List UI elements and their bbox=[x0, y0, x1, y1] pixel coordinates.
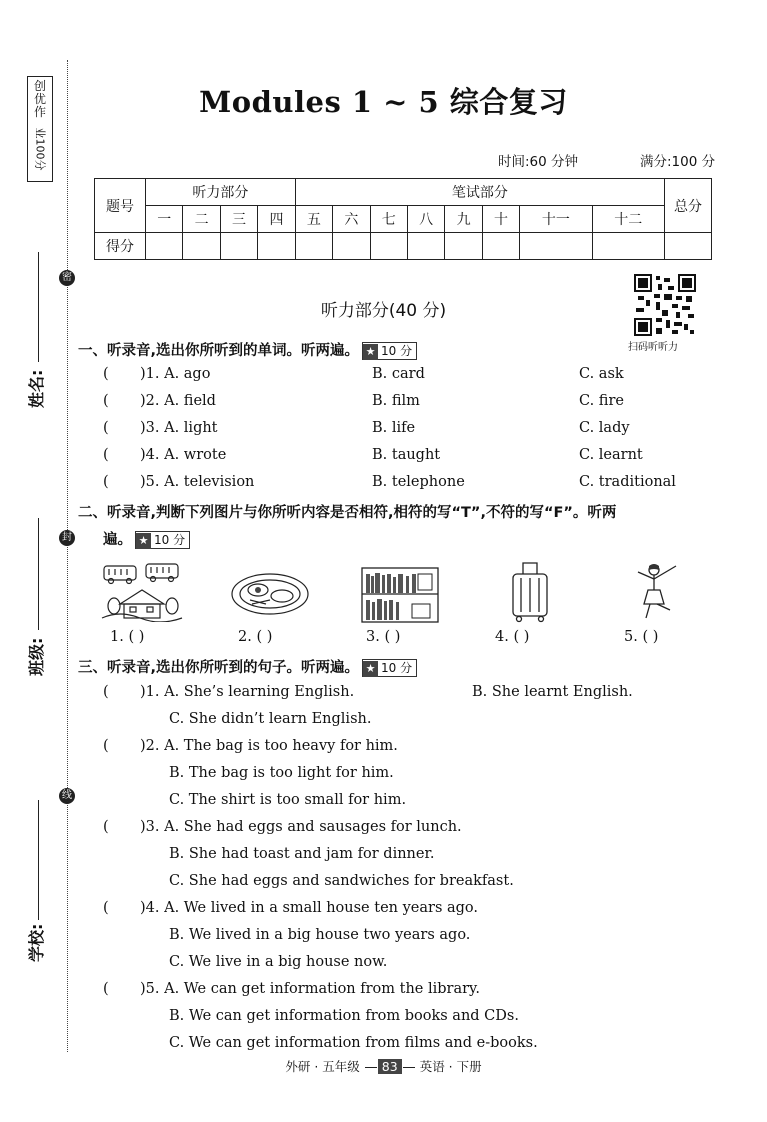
column-header: 三 bbox=[220, 206, 257, 233]
column-header: 二 bbox=[183, 206, 220, 233]
option-a: )3. A. light bbox=[140, 420, 218, 436]
points-badge bbox=[362, 342, 417, 360]
column-header: 八 bbox=[407, 206, 444, 233]
star-icon: ★ bbox=[136, 533, 151, 549]
column-header: 四 bbox=[258, 206, 295, 233]
picture-answer-3[interactable]: 3. ( ) bbox=[366, 629, 401, 645]
option-a: )5. A. television bbox=[140, 474, 255, 490]
score-cell[interactable] bbox=[146, 233, 183, 260]
class-line[interactable] bbox=[38, 518, 39, 630]
answer-paren[interactable]: ( bbox=[103, 819, 109, 835]
question-heading bbox=[78, 656, 417, 677]
full-score: 满分:100 分 bbox=[640, 154, 716, 170]
name-label: 姓名: bbox=[27, 369, 46, 408]
page-title: Modules 1 ~ 5 综合复习 bbox=[199, 85, 568, 119]
option-a: )5. A. We can get information from the library. bbox=[140, 981, 480, 997]
option-c: C. ask bbox=[579, 366, 624, 382]
score-cell[interactable] bbox=[592, 233, 664, 260]
score-cell[interactable] bbox=[482, 233, 519, 260]
answer-paren[interactable]: ( bbox=[103, 393, 109, 409]
plate-of-food-icon bbox=[230, 570, 310, 618]
points-badge bbox=[362, 659, 417, 677]
option-b: B. We can get information from books and CDs. bbox=[169, 1008, 519, 1024]
footer-dash bbox=[403, 1067, 415, 1068]
option-a: )2. A. The bag is too heavy for him. bbox=[140, 738, 398, 754]
option-b: B. We lived in a big house two years ago. bbox=[169, 927, 471, 943]
option-b: B. She had toast and jam for dinner. bbox=[169, 846, 435, 862]
option-b: B. life bbox=[372, 420, 416, 436]
school-label: 学校: bbox=[27, 923, 46, 962]
item-number-header: 题号 bbox=[95, 179, 146, 233]
picture-answer-2[interactable]: 2. ( ) bbox=[238, 629, 273, 645]
star-icon: ★ bbox=[363, 661, 378, 677]
section-title: 听力部分(40 分) bbox=[320, 301, 447, 321]
column-header: 五 bbox=[295, 206, 332, 233]
score-cell[interactable] bbox=[370, 233, 407, 260]
option-c: C. The shirt is too small for him. bbox=[169, 792, 407, 808]
question-heading-text: 遍。 bbox=[103, 532, 132, 548]
column-header: 一 bbox=[146, 206, 183, 233]
bookshelf-icon bbox=[360, 566, 440, 624]
footer-dash bbox=[365, 1067, 377, 1068]
answer-paren[interactable]: ( bbox=[103, 366, 109, 382]
option-b: B. card bbox=[372, 366, 425, 382]
option-a: )1. A. ago bbox=[140, 366, 211, 382]
option-a: )2. A. field bbox=[140, 393, 216, 409]
answer-paren[interactable]: ( bbox=[103, 900, 109, 916]
written-header: 笔试部分 bbox=[295, 179, 664, 206]
score-cell[interactable] bbox=[445, 233, 482, 260]
option-b: B. The bag is too light for him. bbox=[169, 765, 394, 781]
footer-right: 英语 · 下册 bbox=[419, 1059, 482, 1074]
brand-char: 业100分 bbox=[33, 127, 47, 171]
seal-mark: 线 bbox=[59, 788, 75, 804]
page-number: 83 bbox=[378, 1059, 402, 1074]
option-c: C. We can get information from films and e-books. bbox=[169, 1035, 538, 1051]
option-c: C. She didn’t learn English. bbox=[169, 711, 372, 727]
question-heading-text: 三、听录音,选出你所听到的句子。听两遍。 bbox=[78, 660, 360, 676]
question-heading: 二、听录音,判断下列图片与你所听内容是否相符,相符的写“T”,不符的写“F”。听两 bbox=[78, 505, 617, 521]
answer-paren[interactable]: ( bbox=[103, 684, 109, 700]
brand-char: 优 bbox=[33, 92, 46, 106]
option-a: )3. A. She had eggs and sausages for lunch. bbox=[140, 819, 462, 835]
option-c: C. fire bbox=[579, 393, 624, 409]
option-a: )4. A. wrote bbox=[140, 447, 227, 463]
question-heading-cont bbox=[103, 528, 190, 549]
option-b: B. She learnt English. bbox=[472, 684, 633, 700]
buses-and-house-icon bbox=[100, 560, 184, 622]
answer-paren[interactable]: ( bbox=[103, 738, 109, 754]
picture-answer-1[interactable]: 1. ( ) bbox=[110, 629, 145, 645]
column-header: 九 bbox=[445, 206, 482, 233]
points-badge bbox=[135, 531, 190, 549]
seal-mark: 密 bbox=[59, 270, 75, 286]
option-b: B. telephone bbox=[372, 474, 465, 490]
option-c: C. She had eggs and sandwiches for breakfast. bbox=[169, 873, 514, 889]
dancing-girl-icon bbox=[630, 560, 688, 624]
column-header: 六 bbox=[333, 206, 370, 233]
answer-paren[interactable]: ( bbox=[103, 474, 109, 490]
picture-answer-4[interactable]: 4. ( ) bbox=[495, 629, 530, 645]
binding-dotted-line bbox=[67, 60, 68, 1052]
total-header: 总分 bbox=[665, 179, 712, 233]
column-header: 七 bbox=[370, 206, 407, 233]
school-line[interactable] bbox=[38, 800, 39, 920]
score-cell[interactable] bbox=[183, 233, 220, 260]
brand-char: 作 bbox=[33, 105, 46, 119]
option-a: )4. A. We lived in a small house ten years ago. bbox=[140, 900, 479, 916]
qr-caption: 扫码听听力 bbox=[628, 342, 678, 353]
star-icon: ★ bbox=[363, 344, 378, 360]
picture-answer-5[interactable]: 5. ( ) bbox=[624, 629, 659, 645]
score-cell[interactable] bbox=[665, 233, 712, 260]
listening-header: 听力部分 bbox=[146, 179, 296, 206]
option-c: C. traditional bbox=[579, 474, 676, 490]
points-text: 10 分 bbox=[381, 344, 413, 358]
column-header: 十一 bbox=[520, 206, 592, 233]
page-footer bbox=[0, 1057, 767, 1075]
score-table bbox=[94, 178, 712, 260]
brand-char: 创 bbox=[33, 79, 46, 93]
answer-paren[interactable]: ( bbox=[103, 420, 109, 436]
option-c: C. learnt bbox=[579, 447, 643, 463]
score-row-label: 得分 bbox=[95, 233, 146, 260]
score-cell[interactable] bbox=[295, 233, 332, 260]
answer-paren[interactable]: ( bbox=[103, 447, 109, 463]
time-limit: 时间:60 分钟 bbox=[498, 154, 579, 170]
score-cell[interactable] bbox=[407, 233, 444, 260]
option-b: B. film bbox=[372, 393, 420, 409]
points-text: 10 分 bbox=[381, 661, 413, 675]
score-cell[interactable] bbox=[220, 233, 257, 260]
points-text: 10 分 bbox=[154, 533, 186, 547]
seal-mark: 封 bbox=[59, 530, 75, 546]
score-cell[interactable] bbox=[520, 233, 592, 260]
footer-left: 外研 · 五年级 bbox=[285, 1059, 360, 1074]
option-c: C. We live in a big house now. bbox=[169, 954, 388, 970]
column-header: 十二 bbox=[592, 206, 664, 233]
answer-paren[interactable]: ( bbox=[103, 981, 109, 997]
option-c: C. lady bbox=[579, 420, 630, 436]
question-heading-text: 一、听录音,选出你所听到的单词。听两遍。 bbox=[78, 343, 360, 359]
suitcase-icon bbox=[508, 560, 552, 624]
option-b: B. taught bbox=[372, 447, 441, 463]
score-cell[interactable] bbox=[333, 233, 370, 260]
column-header: 十 bbox=[482, 206, 519, 233]
option-a: )1. A. She’s learning English. bbox=[140, 684, 355, 700]
score-cell[interactable] bbox=[258, 233, 295, 260]
class-label: 班级: bbox=[27, 637, 46, 676]
question-heading bbox=[78, 339, 417, 360]
